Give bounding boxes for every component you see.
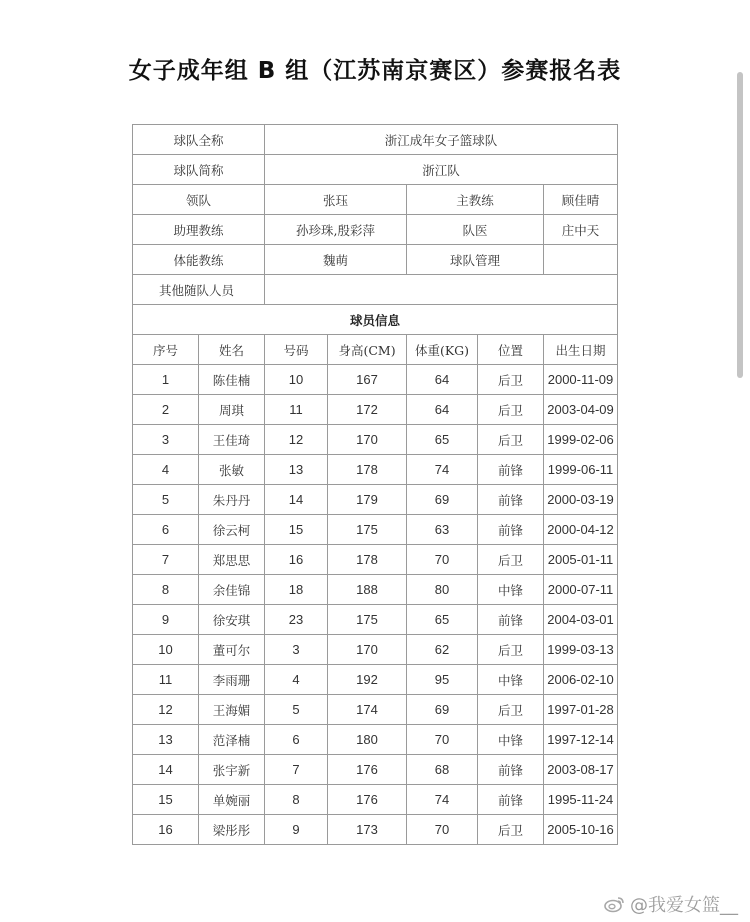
player-number: 16 bbox=[265, 545, 328, 575]
player-weight: 69 bbox=[407, 485, 478, 515]
player-number: 23 bbox=[265, 605, 328, 635]
player-height: 178 bbox=[328, 545, 407, 575]
player-height: 179 bbox=[328, 485, 407, 515]
player-header-cell: 身高(CM) bbox=[328, 335, 407, 365]
assistant-coach-value: 孙珍珠,殷彩萍 bbox=[265, 215, 407, 245]
player-position: 中锋 bbox=[478, 575, 544, 605]
player-index: 16 bbox=[133, 815, 199, 845]
player-weight: 64 bbox=[407, 395, 478, 425]
player-name: 张敏 bbox=[199, 455, 265, 485]
player-number: 18 bbox=[265, 575, 328, 605]
team-manager-value bbox=[544, 245, 618, 275]
table-row bbox=[133, 575, 618, 605]
player-index: 4 bbox=[133, 455, 199, 485]
table-row bbox=[133, 365, 618, 395]
player-position: 前锋 bbox=[478, 515, 544, 545]
other-staff-label: 其他随队人员 bbox=[133, 275, 265, 305]
team-full-name-label: 球队全称 bbox=[133, 125, 265, 155]
player-number: 5 bbox=[265, 695, 328, 725]
team-short-name-label: 球队简称 bbox=[133, 155, 265, 185]
player-position: 前锋 bbox=[478, 455, 544, 485]
player-birthdate: 2000-07-11 bbox=[544, 575, 618, 605]
player-weight: 68 bbox=[407, 755, 478, 785]
player-index: 13 bbox=[133, 725, 199, 755]
player-height: 167 bbox=[328, 365, 407, 395]
player-name: 徐云柯 bbox=[199, 515, 265, 545]
player-position: 后卫 bbox=[478, 545, 544, 575]
player-name: 梁彤彤 bbox=[199, 815, 265, 845]
leader-label: 领队 bbox=[133, 185, 265, 215]
player-name: 范泽楠 bbox=[199, 725, 265, 755]
table-row bbox=[133, 545, 618, 575]
player-name: 郑思思 bbox=[199, 545, 265, 575]
player-index: 9 bbox=[133, 605, 199, 635]
leader-row bbox=[133, 185, 618, 215]
player-position: 后卫 bbox=[478, 395, 544, 425]
document-title: 女子成年组 B 组（江苏南京赛区）参赛报名表 bbox=[128, 58, 622, 84]
player-birthdate: 1999-02-06 bbox=[544, 425, 618, 455]
player-name: 余佳锦 bbox=[199, 575, 265, 605]
head-coach-label: 主教练 bbox=[407, 185, 544, 215]
player-weight: 95 bbox=[407, 665, 478, 695]
doctor-value: 庄中天 bbox=[544, 215, 618, 245]
player-header-cell: 姓名 bbox=[199, 335, 265, 365]
player-height: 178 bbox=[328, 455, 407, 485]
player-number: 13 bbox=[265, 455, 328, 485]
player-birthdate: 2000-04-12 bbox=[544, 515, 618, 545]
player-weight: 70 bbox=[407, 815, 478, 845]
player-index: 2 bbox=[133, 395, 199, 425]
table-row bbox=[133, 515, 618, 545]
table-row bbox=[133, 785, 618, 815]
player-birthdate: 2004-03-01 bbox=[544, 605, 618, 635]
watermark bbox=[604, 892, 738, 916]
player-height: 170 bbox=[328, 425, 407, 455]
table-row bbox=[133, 725, 618, 755]
player-weight: 70 bbox=[407, 725, 478, 755]
player-weight: 64 bbox=[407, 365, 478, 395]
team-full-name-value: 浙江成年女子篮球队 bbox=[265, 125, 618, 155]
team-short-name-row bbox=[133, 155, 618, 185]
player-name: 周琪 bbox=[199, 395, 265, 425]
player-birthdate: 2000-03-19 bbox=[544, 485, 618, 515]
player-weight: 62 bbox=[407, 635, 478, 665]
player-header-cell: 号码 bbox=[265, 335, 328, 365]
player-birthdate: 2005-01-11 bbox=[544, 545, 618, 575]
player-number: 11 bbox=[265, 395, 328, 425]
player-name: 李雨珊 bbox=[199, 665, 265, 695]
player-index: 10 bbox=[133, 635, 199, 665]
player-header-row bbox=[133, 335, 618, 365]
player-height: 170 bbox=[328, 635, 407, 665]
player-height: 175 bbox=[328, 515, 407, 545]
player-name: 王海媚 bbox=[199, 695, 265, 725]
other-staff-row bbox=[133, 275, 618, 305]
player-weight: 74 bbox=[407, 455, 478, 485]
watermark-text: @我爱女篮__ bbox=[630, 895, 738, 916]
player-position: 前锋 bbox=[478, 755, 544, 785]
player-height: 172 bbox=[328, 395, 407, 425]
player-height: 174 bbox=[328, 695, 407, 725]
player-height: 173 bbox=[328, 815, 407, 845]
player-weight: 65 bbox=[407, 605, 478, 635]
player-birthdate: 1997-12-14 bbox=[544, 725, 618, 755]
player-name: 陈佳楠 bbox=[199, 365, 265, 395]
player-position: 后卫 bbox=[478, 365, 544, 395]
assistant-coach-label: 助理教练 bbox=[133, 215, 265, 245]
table-row bbox=[133, 485, 618, 515]
player-birthdate: 1999-06-11 bbox=[544, 455, 618, 485]
player-birthdate: 1997-01-28 bbox=[544, 695, 618, 725]
player-number: 10 bbox=[265, 365, 328, 395]
table-row bbox=[133, 425, 618, 455]
head-coach-value: 顾佳晴 bbox=[544, 185, 618, 215]
player-height: 175 bbox=[328, 605, 407, 635]
player-index: 1 bbox=[133, 365, 199, 395]
fitness-coach-label: 体能教练 bbox=[133, 245, 265, 275]
player-birthdate: 1999-03-13 bbox=[544, 635, 618, 665]
player-position: 中锋 bbox=[478, 725, 544, 755]
player-index: 12 bbox=[133, 695, 199, 725]
player-index: 7 bbox=[133, 545, 199, 575]
player-name: 董可尔 bbox=[199, 635, 265, 665]
player-rows bbox=[133, 365, 618, 845]
player-index: 15 bbox=[133, 785, 199, 815]
player-name: 朱丹丹 bbox=[199, 485, 265, 515]
player-index: 14 bbox=[133, 755, 199, 785]
player-number: 12 bbox=[265, 425, 328, 455]
other-staff-value bbox=[265, 275, 618, 305]
player-section-title: 球员信息 bbox=[133, 305, 618, 335]
player-header-cell: 序号 bbox=[133, 335, 199, 365]
player-birthdate: 2005-10-16 bbox=[544, 815, 618, 845]
player-weight: 70 bbox=[407, 545, 478, 575]
assistant-coach-row bbox=[133, 215, 618, 245]
leader-value: 张珏 bbox=[265, 185, 407, 215]
team-manager-label: 球队管理 bbox=[407, 245, 544, 275]
team-full-name-row bbox=[133, 125, 618, 155]
player-name: 单婉丽 bbox=[199, 785, 265, 815]
team-short-name-value: 浙江队 bbox=[265, 155, 618, 185]
player-birthdate: 2000-11-09 bbox=[544, 365, 618, 395]
player-header-cell: 体重(KG) bbox=[407, 335, 478, 365]
table-row bbox=[133, 635, 618, 665]
player-name: 王佳琦 bbox=[199, 425, 265, 455]
scrollbar[interactable] bbox=[737, 72, 745, 382]
player-birthdate: 2003-04-09 bbox=[544, 395, 618, 425]
player-name: 张宇新 bbox=[199, 755, 265, 785]
table-row bbox=[133, 815, 618, 845]
table-row bbox=[133, 665, 618, 695]
player-header-cell: 出生日期 bbox=[544, 335, 618, 365]
player-number: 9 bbox=[265, 815, 328, 845]
registration-table bbox=[132, 124, 618, 845]
player-height: 180 bbox=[328, 725, 407, 755]
player-weight: 63 bbox=[407, 515, 478, 545]
player-weight: 65 bbox=[407, 425, 478, 455]
player-position: 前锋 bbox=[478, 605, 544, 635]
player-number: 15 bbox=[265, 515, 328, 545]
player-index: 6 bbox=[133, 515, 199, 545]
weibo-icon bbox=[604, 895, 626, 913]
player-section-row bbox=[133, 305, 618, 335]
player-height: 188 bbox=[328, 575, 407, 605]
player-index: 11 bbox=[133, 665, 199, 695]
player-height: 176 bbox=[328, 755, 407, 785]
player-number: 4 bbox=[265, 665, 328, 695]
player-index: 5 bbox=[133, 485, 199, 515]
player-position: 后卫 bbox=[478, 635, 544, 665]
table-row bbox=[133, 755, 618, 785]
player-height: 192 bbox=[328, 665, 407, 695]
player-weight: 74 bbox=[407, 785, 478, 815]
player-name: 徐安琪 bbox=[199, 605, 265, 635]
player-position: 中锋 bbox=[478, 665, 544, 695]
fitness-coach-value: 魏萌 bbox=[265, 245, 407, 275]
player-number: 3 bbox=[265, 635, 328, 665]
table-row bbox=[133, 605, 618, 635]
player-position: 前锋 bbox=[478, 485, 544, 515]
player-position: 后卫 bbox=[478, 695, 544, 725]
player-position: 后卫 bbox=[478, 815, 544, 845]
doctor-label: 队医 bbox=[407, 215, 544, 245]
player-birthdate: 2006-02-10 bbox=[544, 665, 618, 695]
fitness-coach-row bbox=[133, 245, 618, 275]
player-height: 176 bbox=[328, 785, 407, 815]
table-row bbox=[133, 395, 618, 425]
player-number: 6 bbox=[265, 725, 328, 755]
player-index: 3 bbox=[133, 425, 199, 455]
player-birthdate: 1995-11-24 bbox=[544, 785, 618, 815]
player-weight: 69 bbox=[407, 695, 478, 725]
player-number: 8 bbox=[265, 785, 328, 815]
player-header-cell: 位置 bbox=[478, 335, 544, 365]
player-position: 后卫 bbox=[478, 425, 544, 455]
player-index: 8 bbox=[133, 575, 199, 605]
table-row bbox=[133, 455, 618, 485]
player-position: 前锋 bbox=[478, 785, 544, 815]
scrollbar-thumb[interactable] bbox=[737, 72, 743, 378]
player-number: 7 bbox=[265, 755, 328, 785]
table-row bbox=[133, 695, 618, 725]
player-weight: 80 bbox=[407, 575, 478, 605]
player-number: 14 bbox=[265, 485, 328, 515]
player-birthdate: 2003-08-17 bbox=[544, 755, 618, 785]
